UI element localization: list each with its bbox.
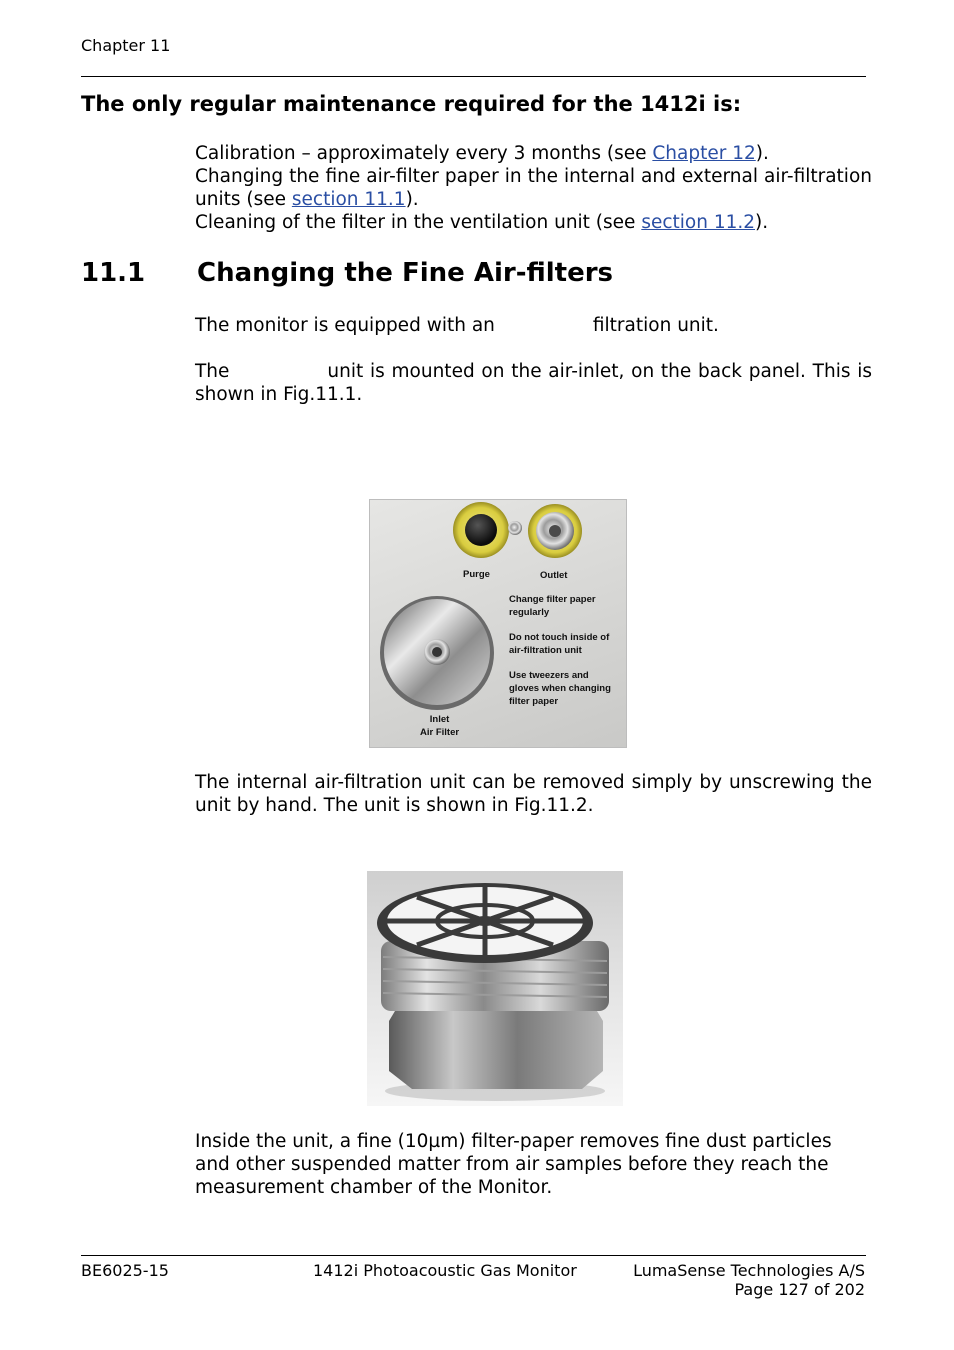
maintenance-item-calibration: Calibration – approximately every 3 months (see Chapter 12). [195, 143, 769, 164]
paragraph-removal: The internal air-filtration unit can be removed simply by unscrewing the unit by hand. The unit is shown in Fig.11.2. [195, 772, 872, 816]
figure-back-panel-photo [369, 499, 627, 748]
label-purge: Purge [463, 569, 490, 580]
label-outlet: Outlet [540, 570, 568, 581]
purge-cap [465, 514, 497, 546]
maintenance-item-ventilation: Cleaning of the filter in the ventilation unit (see section 11.2). [195, 212, 769, 233]
back-panel-illustration [370, 500, 626, 747]
footer-page-number: Page 127 of 202 [734, 1280, 865, 1299]
header-divider [81, 76, 866, 77]
note-use-tweezers: Use tweezers and gloves when changing filter paper [509, 670, 611, 707]
footer-doc-id: BE6025-15 [81, 1261, 169, 1280]
note-do-not-touch: Do not touch inside of air-filtration unit [509, 632, 610, 656]
footer-company: LumaSense Technologies A/S [633, 1261, 865, 1280]
footer-divider [81, 1255, 866, 1256]
paragraph-equipped: The monitor is equipped with an filtration unit. [195, 315, 719, 336]
section-number: 11.1 [81, 258, 146, 288]
paragraph-filter-paper: Inside the unit, a fine (10µm) filter-paper removes fine dust particles and other suspended matter from air samples before they reach the measurement chamber of the Monitor. [195, 1131, 832, 1198]
lead-heading: The only regular maintenance required for the 1412i is: [81, 92, 742, 116]
paragraph-mounted: The unit is mounted on the air-inlet, on the back panel. This is shown in Fig.11.1. [195, 361, 872, 405]
maintenance-list [195, 142, 872, 234]
note-change-filter: Change filter paper regularly [509, 594, 596, 618]
figure-filter-unit-photo [367, 871, 623, 1106]
footer-product: 1412i Photoacoustic Gas Monitor [313, 1261, 577, 1280]
chapter-header: Chapter 11 [81, 36, 171, 55]
section-title: Changing the Fine Air-filters [197, 258, 614, 288]
link-section-11-1[interactable]: section 11.1 [291, 189, 406, 210]
link-chapter-12[interactable]: Chapter 12 [652, 143, 756, 164]
screw [508, 521, 522, 535]
maintenance-item-filter-paper: Changing the fine air-filter paper in the internal and external air-filtration units (see section 11.1). [195, 166, 872, 210]
label-inlet-air-filter: Inlet Air Filter [420, 714, 460, 738]
filter-unit-illustration [367, 871, 623, 1106]
link-section-11-2[interactable]: section 11.2 [641, 212, 756, 233]
